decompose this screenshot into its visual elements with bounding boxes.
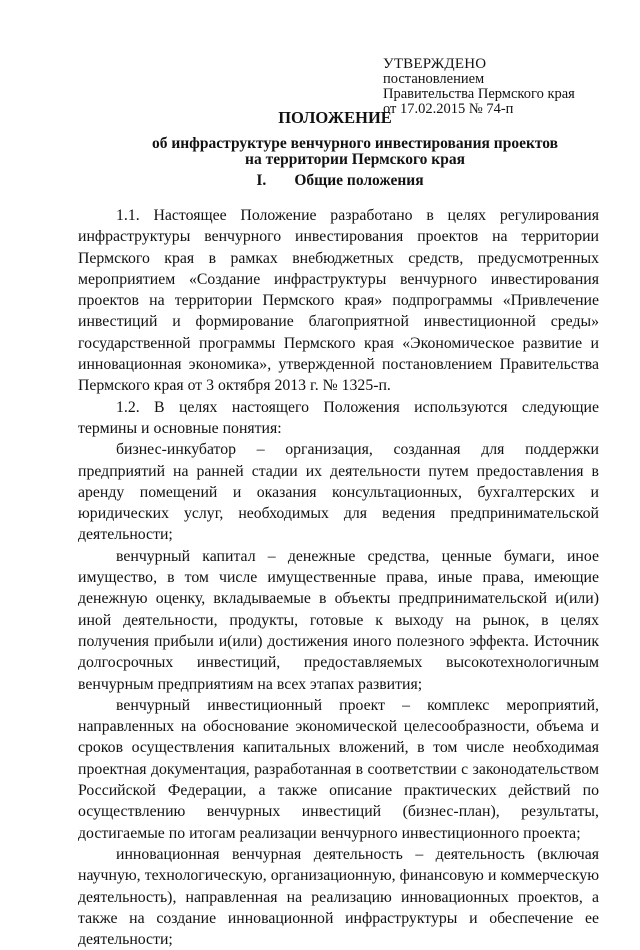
subtitle-line: на территории Пермского края (245, 151, 465, 168)
document-body (78, 205, 599, 950)
document-title (0, 108, 640, 168)
approval-date: от 17.02.2015 № 74-п (383, 101, 514, 117)
paragraph: 1.1. Настоящее Положение разработано в целях регулирования инфраструктуры венчурного инвестирования проектов на территории Пермского края в рамках внебюджетных средств, предусмотренных мероприятием «Создание инфраструктуры венчурного инвестирования проектов на территории Пермского края» подпрограммы «Привлечение инвестиций и формирование благоприятной инвестиционной среды» государственной программы Пермского края «Экономическое развитие и инновационная экономика», утвержденной постановлением Правительства Пермского края от 3 октября 2013 г. № 1325-п. (78, 207, 599, 395)
title-subtitle (0, 136, 640, 168)
title-main: ПОЛОЖЕНИЕ (278, 108, 392, 127)
paragraph: бизнес-инкубатор – организация, созданная для поддержки предприятий на ранней стадии их деятельности путем предоставления в аренду помещений и оказания консультационных, бухгалтерских и юридических услуг, необходимых для ведения предпринимательской деятельности; (78, 441, 599, 544)
subtitle-line: об инфраструктуре венчурного инвестирования проектов (151, 135, 559, 152)
approval-heading: УТВЕРЖДЕНО (383, 56, 487, 72)
section-heading (0, 172, 640, 190)
paragraph: инновационная венчурная деятельность – деятельность (включая научную, технологическую, организационную, финансовую и коммерческую деятельность), направленная на реализацию инновационных проектов, а также на создание инновационной инфраструктуры и обеспечение ее деятельности; (78, 845, 599, 949)
paragraph: венчурный инвестиционный проект – комплекс мероприятий, направленных на обоснование экономической целесообразности, объема и сроков осуществления капитальных вложений, в том числе необходимая проектная документация, разработанная в соответствии с законодательством Российской Федерации, а также описание практических действий по осуществлению венчурных инвестиций (бизнес-план), результаты, достигаемые по итогам реализации венчурного инвестиционного проекта; (78, 696, 599, 842)
section-number: I. (256, 172, 267, 189)
section-title: Общие положения (294, 172, 424, 189)
paragraph: венчурный капитал – денежные средства, ценные бумаги, иное имущество, в том числе имущественные права, иные права, имеющие денежную оценку, вкладываемые в объекты предпринимательской и(или) иной деятельности, продукты, готовые к выходу на рынок, в целях получения прибыли и(или) достижения иного полезного эффекта. Источник долгосрочных инвестиций, предоставляемых высокотехнологичным венчурным предприятиям на всех этапах развития; (78, 547, 599, 693)
approval-line: постановлением (383, 71, 485, 87)
approval-line: Правительства Пермского края (383, 86, 575, 102)
paragraph: 1.2. В целях настоящего Положения используются следующие термины и основные понятия: (78, 398, 599, 437)
